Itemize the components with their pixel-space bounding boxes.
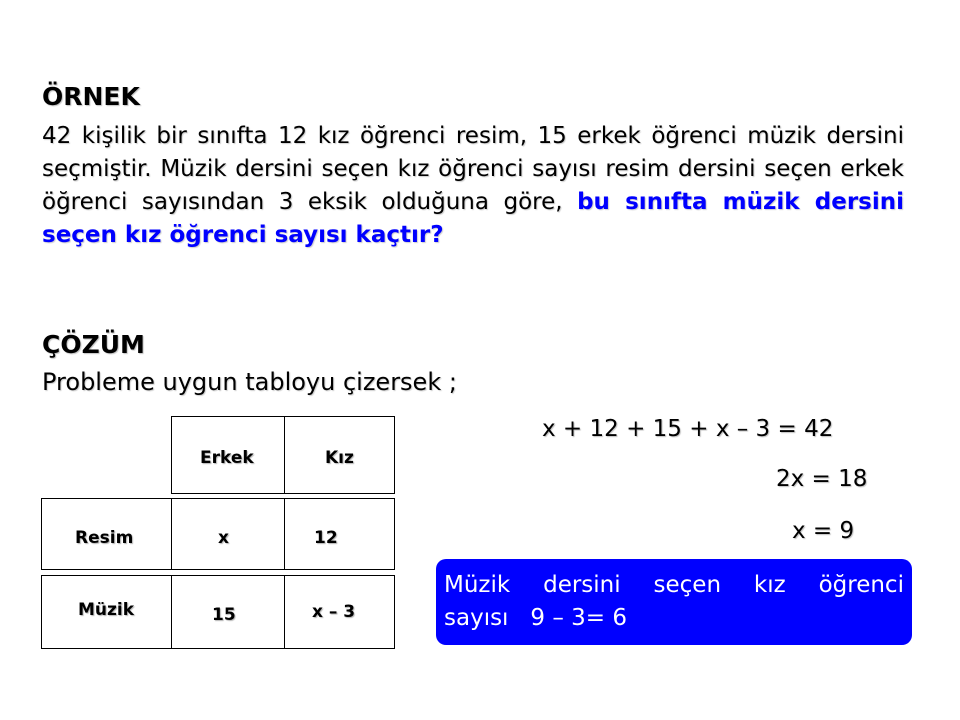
table-divider [284,416,285,494]
row-label-muzik: Müzik [78,600,135,620]
answer-word: kız [753,572,786,598]
answer-line-1 [444,569,904,602]
solution-heading: ÇÖZÜM [42,330,145,359]
row-label-resim: Resim [75,528,134,548]
col-header-erkek: Erkek [200,448,254,468]
solution-intro: Probleme uygun tabloyu çizersek ; [42,368,457,396]
table-divider [284,575,285,649]
col-header-kiz: Kız [325,448,354,468]
table-divider [284,498,285,570]
equation-2: 2x = 18 [776,466,868,492]
answer-word: seçen [653,572,722,598]
cell-resim-erkek: x [218,528,229,548]
answer-word: Müzik [444,572,511,598]
answer-line-2: sayısı 9 – 3= 6 [444,605,627,631]
equation-1: x + 12 + 15 + x – 3 = 42 [542,416,834,442]
cell-resim-kiz: 12 [314,528,338,548]
table-divider [171,498,172,570]
answer-word: dersini [543,572,621,598]
answer-box [436,559,912,645]
problem-question: bu sınıfta müzik dersini seçen kız öğrenci sayısı kaçtır? [42,189,905,248]
problem-text: 42 kişilik bir sınıfta 12 kız öğrenci resim, 15 erkek öğrenci müzik dersini seçmiştir. Müzik dersini seçen kız öğrenci sayısı resim dersini seçen erkek öğrenci sayısından 3 eksik olduğuna göre, [42,123,904,215]
cell-muzik-erkek: 15 [212,605,236,625]
cell-muzik-kiz: x – 3 [312,602,356,622]
answer-word: öğrenci [818,572,904,598]
equation-3: x = 9 [792,518,855,544]
table-divider [171,575,172,649]
example-heading: ÖRNEK [42,82,140,111]
problem-statement [42,120,904,252]
